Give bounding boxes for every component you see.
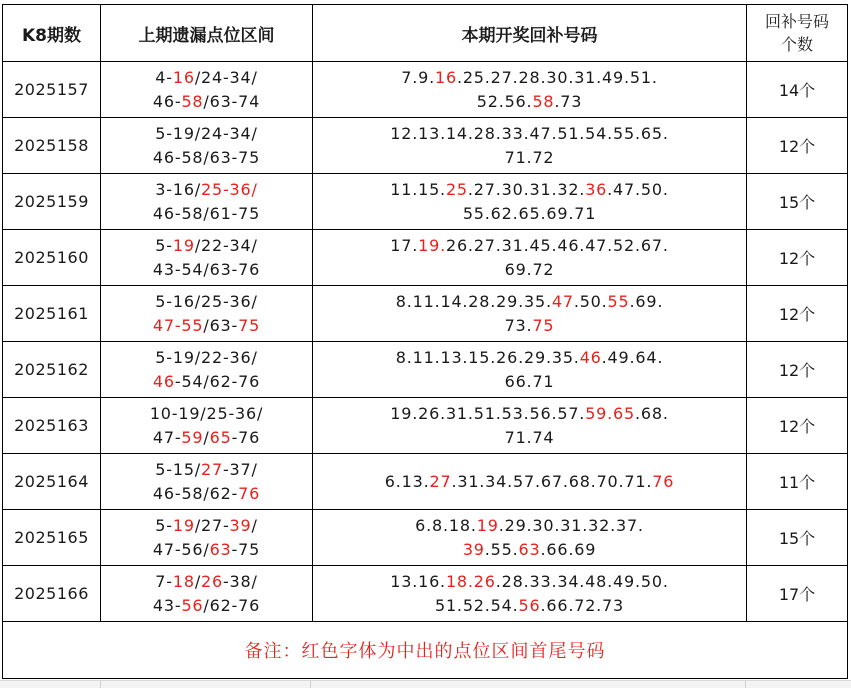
rows.8.numbers-line	[313, 538, 746, 562]
number-text: 46-58/61-75	[152, 203, 261, 223]
rows.4.interval-line	[101, 314, 312, 338]
lottery-table	[2, 4, 848, 679]
rows.2.numbers-line	[313, 178, 746, 202]
numbers-cell	[313, 510, 747, 566]
highlighted-number: 65	[209, 427, 232, 447]
number-text: 7.9.	[401, 67, 435, 87]
count-cell: 12个	[747, 118, 848, 174]
number-text: .31.34.57.67.68.70.71.	[451, 471, 653, 491]
number-text: 6.8.18.	[415, 515, 477, 535]
rows.6.numbers-line	[313, 426, 746, 450]
interval-cell	[101, 286, 313, 342]
rows.5.interval-line	[101, 370, 312, 394]
period-cell: 2025158	[3, 118, 101, 174]
numbers-cell	[313, 174, 747, 230]
period-cell: 2025166	[3, 566, 101, 622]
number-text: .73	[554, 91, 583, 111]
interval-header: 上期遗漏点位区间	[101, 5, 313, 62]
number-text: /62-76	[203, 595, 261, 615]
count-cell: 11个	[747, 454, 848, 510]
number-text: 19.26.31.51.53.56.57.	[390, 403, 586, 423]
number-text: -75	[231, 539, 261, 559]
rows.9.interval-line	[101, 594, 312, 618]
number-text: 5-16/25-36/	[155, 291, 258, 311]
number-text: 6.13.	[384, 471, 430, 491]
rows.9.interval-line	[101, 570, 312, 594]
rows.2.numbers-line	[313, 202, 746, 226]
number-text: 66.71	[504, 371, 555, 391]
number-text: .28.33.34.48.49.50.	[495, 571, 669, 591]
interval-cell	[101, 118, 313, 174]
number-text: 3-16/	[155, 179, 201, 199]
rows.5.interval-line	[101, 346, 312, 370]
number-text: .68.	[635, 403, 669, 423]
number-text: 46-	[152, 91, 182, 111]
numbers-cell	[313, 342, 747, 398]
rows.0.interval-line	[101, 66, 312, 90]
rows.1.numbers-line	[313, 146, 746, 170]
highlighted-number: 16	[434, 67, 457, 87]
rows.0.numbers-line	[313, 90, 746, 114]
count-cell: 17个	[747, 566, 848, 622]
count-cell: 14个	[747, 62, 848, 118]
period-cell: 2025160	[3, 230, 101, 286]
highlighted-number: 27	[201, 459, 223, 479]
count-header-line2: 个数	[780, 35, 813, 54]
count-cell: 12个	[747, 398, 848, 454]
rows.0.numbers-line	[313, 66, 746, 90]
numbers-cell	[313, 230, 747, 286]
highlighted-number: 16	[172, 67, 195, 87]
table-row	[3, 510, 848, 566]
table-row	[3, 342, 848, 398]
highlighted-number: 58	[181, 91, 204, 111]
rows.7.numbers-line	[313, 470, 746, 494]
period-cell: 2025162	[3, 342, 101, 398]
period-header: K8期数	[3, 5, 101, 62]
number-text: 26.27.31.45.46.47.52.67.	[445, 235, 669, 255]
interval-cell	[101, 566, 313, 622]
number-text: -38/	[222, 571, 258, 591]
rows.1.interval-line	[101, 122, 312, 146]
number-text: /22-34/	[194, 235, 258, 255]
rows.3.interval-line	[101, 258, 312, 282]
rows.7.interval-line	[101, 458, 312, 482]
table-row	[3, 62, 848, 118]
table-row	[3, 566, 848, 622]
number-text: 5-	[155, 235, 173, 255]
number-text: /	[251, 515, 258, 535]
rows.9.numbers-line	[313, 570, 746, 594]
number-text: 5-19/22-36/	[155, 347, 258, 367]
period-cell: 2025161	[3, 286, 101, 342]
count-header	[747, 5, 848, 62]
number-text: -54/62-76	[174, 371, 261, 391]
rows.8.numbers-line	[313, 514, 746, 538]
number-text: 52.56.	[476, 91, 533, 111]
numbers-cell	[313, 398, 747, 454]
period-cell: 2025157	[3, 62, 101, 118]
highlighted-number: 27	[429, 471, 452, 491]
number-text: 13.16.	[390, 571, 446, 591]
highlighted-number: 76	[238, 483, 261, 503]
number-text: 8.11.13.15.26.29.35.	[395, 347, 580, 367]
highlighted-number: 75	[532, 315, 555, 335]
number-text: .66.69	[540, 539, 597, 559]
highlighted-number: 59	[181, 427, 204, 447]
highlighted-number: 46	[152, 371, 175, 391]
rows.8.interval-line	[101, 514, 312, 538]
numbers-cell	[313, 286, 747, 342]
interval-cell	[101, 230, 313, 286]
highlighted-number: 56	[181, 595, 204, 615]
number-text: 17.	[390, 235, 419, 255]
interval-cell	[101, 62, 313, 118]
number-text: .49.64.	[601, 347, 664, 367]
number-text: 46-58/62-	[152, 483, 239, 503]
highlighted-number: 19	[172, 515, 195, 535]
interval-cell	[101, 510, 313, 566]
number-text: .29.30.31.32.37.	[498, 515, 644, 535]
highlighted-number: 59.65	[585, 403, 635, 423]
number-text: .55.	[484, 539, 519, 559]
number-text: 55.62.65.69.71	[462, 203, 597, 223]
number-text: 43-54/63-76	[152, 259, 261, 279]
rows.2.interval-line	[101, 202, 312, 226]
highlighted-number: 63	[209, 539, 232, 559]
number-text: 7-	[155, 571, 173, 591]
rows.6.interval-line	[101, 402, 312, 426]
highlighted-number: 19	[476, 515, 499, 535]
lottery-table-container	[2, 4, 847, 679]
table-row	[3, 118, 848, 174]
number-text: 73.	[504, 315, 533, 335]
period-cell: 2025163	[3, 398, 101, 454]
number-text: /63-74	[203, 91, 261, 111]
rows.6.numbers-line	[313, 402, 746, 426]
rows.1.interval-line	[101, 146, 312, 170]
numbers-cell	[313, 62, 747, 118]
number-text: .47.50.	[607, 179, 669, 199]
highlighted-number: 55	[607, 291, 630, 311]
number-text: /	[203, 427, 210, 447]
rows.3.numbers-line	[313, 258, 746, 282]
count-cell: 12个	[747, 286, 848, 342]
number-text: .66.72.73	[540, 595, 625, 615]
rows.5.numbers-line	[313, 370, 746, 394]
rows.8.interval-line	[101, 538, 312, 562]
count-cell: 12个	[747, 342, 848, 398]
header-row	[3, 5, 848, 62]
number-text: 69.72	[504, 259, 555, 279]
number-text: 47-56/	[152, 539, 210, 559]
numbers-cell	[313, 566, 747, 622]
highlighted-number: 63	[518, 539, 541, 559]
rows.5.numbers-line	[313, 346, 746, 370]
rows.6.interval-line	[101, 426, 312, 450]
number-text: /24-34/	[194, 67, 258, 87]
highlighted-number: 46	[579, 347, 602, 367]
interval-cell	[101, 454, 313, 510]
rows.1.numbers-line	[313, 122, 746, 146]
number-text: /	[194, 571, 202, 591]
period-cell: 2025159	[3, 174, 101, 230]
table-row	[3, 454, 848, 510]
interval-cell	[101, 342, 313, 398]
rows.2.interval-line	[101, 178, 312, 202]
number-text: 12.13.14.28.33.47.51.54.55.65.	[390, 123, 669, 143]
rows.4.interval-line	[101, 290, 312, 314]
number-text: 47-	[152, 427, 182, 447]
count-cell: 12个	[747, 230, 848, 286]
number-text: 71.74	[504, 427, 555, 447]
number-text: 8.11.14.28.29.35.	[395, 291, 552, 311]
number-text: .27.30.31.32.	[467, 179, 586, 199]
rows.3.numbers-line	[313, 234, 746, 258]
count-cell: 15个	[747, 174, 848, 230]
number-text: -76	[231, 427, 261, 447]
highlighted-number: 25	[445, 179, 468, 199]
period-cell: 2025165	[3, 510, 101, 566]
number-text: 11.15.	[390, 179, 446, 199]
highlighted-number: 18	[172, 571, 195, 591]
number-text: 71.72	[504, 147, 555, 167]
number-text: 5-	[155, 515, 173, 535]
numbers-header: 本期开奖回补号码	[313, 5, 747, 62]
highlighted-number: 76	[652, 471, 675, 491]
rows.9.numbers-line	[313, 594, 746, 618]
highlighted-number: 39	[229, 515, 252, 535]
note-text: 备注：红色字体为中出的点位区间首尾号码	[3, 622, 848, 679]
number-text: .50.	[573, 291, 608, 311]
count-cell: 15个	[747, 510, 848, 566]
number-text: 4-	[155, 67, 173, 87]
number-text: 46-58/63-75	[152, 147, 261, 167]
number-text: 43-	[152, 595, 182, 615]
table-row	[3, 230, 848, 286]
highlighted-number: 18.26	[445, 571, 496, 591]
table-row	[3, 174, 848, 230]
note-row	[3, 622, 848, 679]
numbers-cell	[313, 454, 747, 510]
rows.4.numbers-line	[313, 290, 746, 314]
interval-cell	[101, 174, 313, 230]
table-row	[3, 398, 848, 454]
number-text: .69.	[629, 291, 664, 311]
number-text: /63-	[203, 315, 239, 335]
highlighted-number: 19.	[418, 235, 446, 255]
highlighted-number: 75	[238, 315, 261, 335]
highlighted-number: 26	[201, 571, 223, 591]
number-text: 5-19/24-34/	[155, 123, 258, 143]
rows.7.interval-line	[101, 482, 312, 506]
highlighted-number: 47	[551, 291, 574, 311]
highlighted-number: 25-36/	[201, 179, 258, 199]
number-text: 51.52.54.	[434, 595, 519, 615]
rows.3.interval-line	[101, 234, 312, 258]
highlighted-number: 56	[518, 595, 541, 615]
number-text: .25.27.28.30.31.49.51.	[456, 67, 658, 87]
table-body	[3, 62, 848, 622]
highlighted-number: 47-55	[152, 315, 204, 335]
period-cell: 2025164	[3, 454, 101, 510]
highlighted-number: 39	[462, 539, 485, 559]
rows.4.numbers-line	[313, 314, 746, 338]
numbers-cell	[313, 118, 747, 174]
number-text: 10-19/25-36/	[149, 403, 264, 423]
count-header-line1: 回补号码	[764, 12, 829, 31]
highlighted-number: 58	[532, 91, 555, 111]
highlighted-number: 36	[585, 179, 608, 199]
rows.0.interval-line	[101, 90, 312, 114]
highlighted-number: 19	[172, 235, 195, 255]
number-text: -37/	[222, 459, 258, 479]
number-text: 5-15/	[155, 459, 201, 479]
number-text: /27-	[194, 515, 230, 535]
table-row	[3, 286, 848, 342]
interval-cell	[101, 398, 313, 454]
